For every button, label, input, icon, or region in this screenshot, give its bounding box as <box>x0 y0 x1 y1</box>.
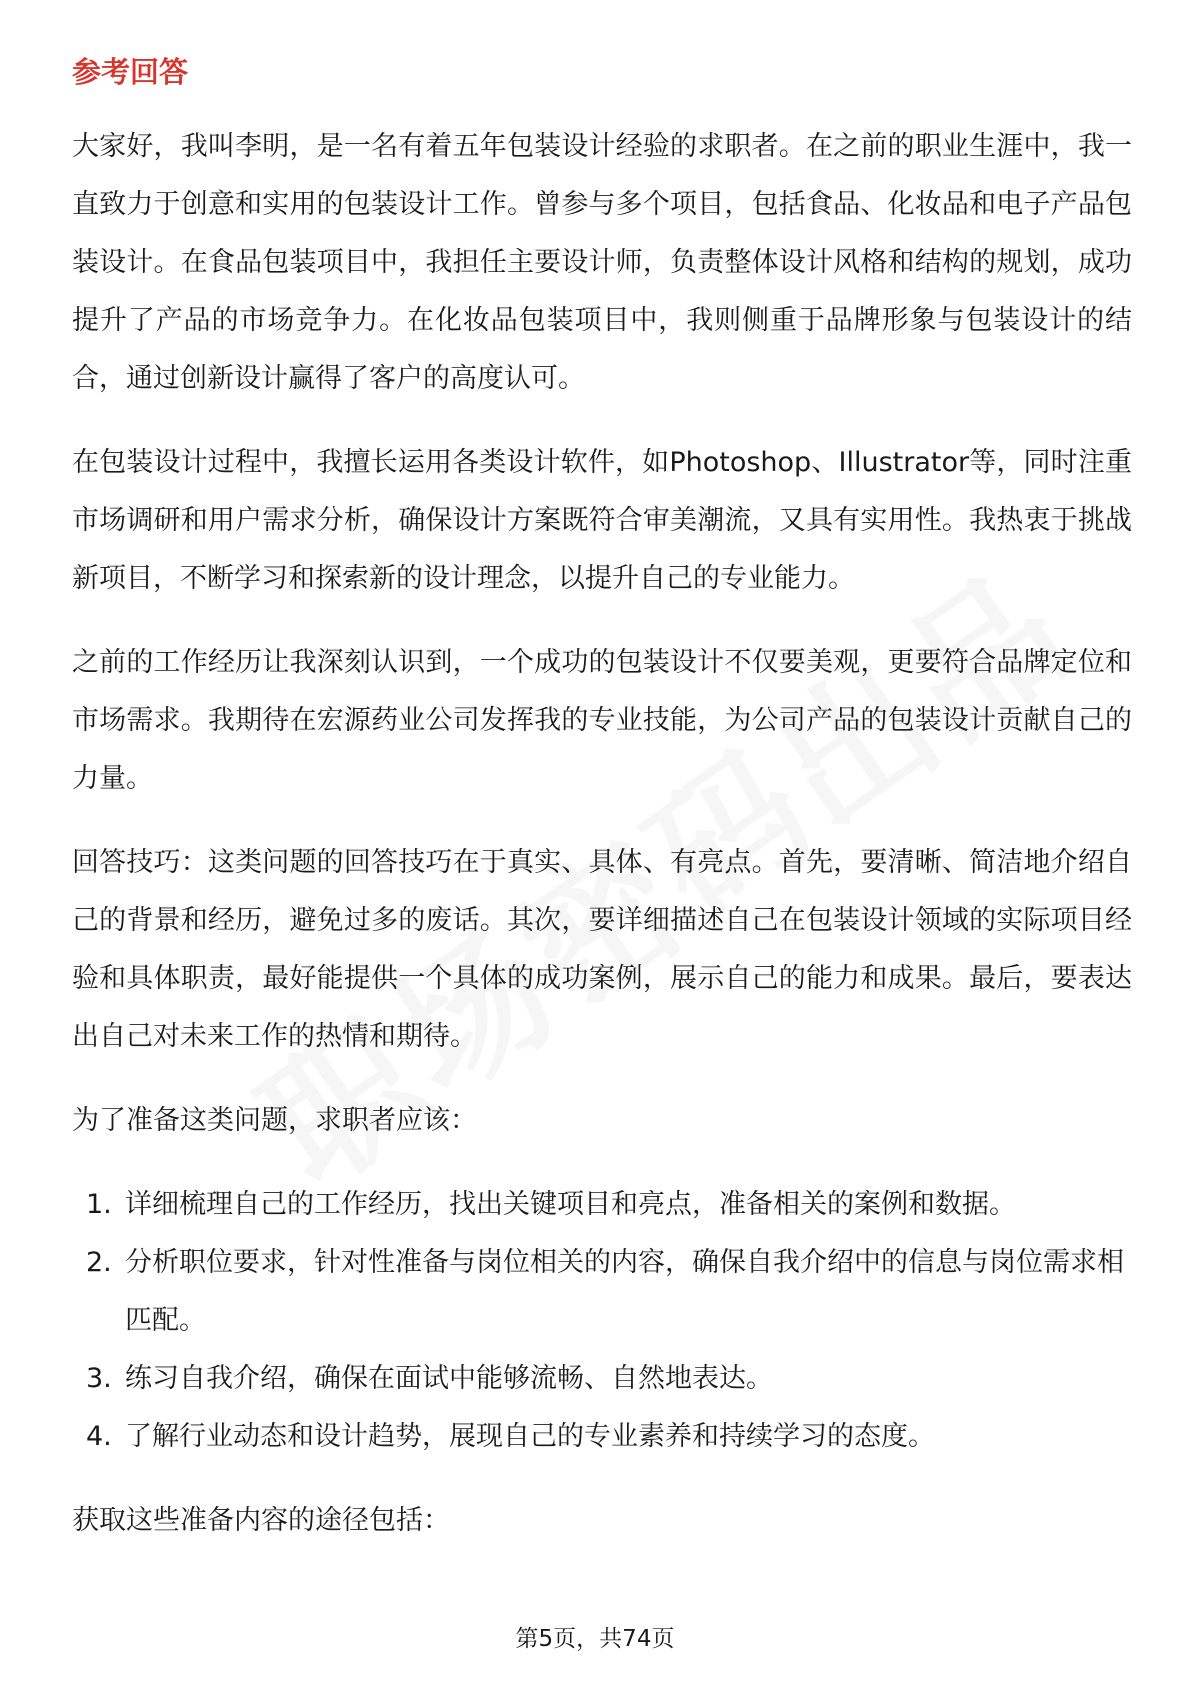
list-item <box>72 1234 1132 1350</box>
paragraph-preparation-intro: 为了准备这类问题，求职者应该： <box>72 1105 477 1136</box>
section-heading: 参考回答 <box>72 55 189 89</box>
list-item-text: 详细梳理自己的工作经历，找出关键项目和亮点，准备相关的案例和数据。 <box>125 1189 1016 1220</box>
paragraph-intro: 大家好，我叫李明，是一名有着五年包装设计经验的求职者。在之前的职业生涯中，我一直致力于创意和实用的包装设计工作。曾参与多个项目，包括食品、化妆品和电子产品包装设计。在食品包装项目中，我担任主要设计师，负责整体设计风格和结构的规划，成功提升了产品的市场竞争力。在化妆品包装项目中，我则侧重于品牌形象与包装设计的结合，通过创新设计赢得了客户的高度认可。 <box>72 131 1132 394</box>
paragraph-answer-tips: 回答技巧：这类问题的回答技巧在于真实、具体、有亮点。首先，要清晰、简洁地介绍自己的背景和经历，避免过多的废话。其次，要详细描述自己在包装设计领域的实际项目经验和具体职责，最好能提供一个具体的成功案例，展示自己的能力和成果。最后，要表达出自己对未来工作的热情和期待。 <box>72 847 1132 1052</box>
list-item-text: 分析职位要求，针对性准备与岗位相关的内容，确保自我介绍中的信息与岗位需求相匹配。 <box>125 1247 1124 1336</box>
paragraph-closing: 获取这些准备内容的途径包括： <box>72 1505 450 1536</box>
paragraph-expectation: 之前的工作经历让我深刻认识到，一个成功的包装设计不仅要美观，更要符合品牌定位和市场需求。我期待在宏源药业公司发挥我的专业技能，为公司产品的包装设计贡献自己的力量。 <box>72 647 1132 794</box>
paragraph-skills: 在包装设计过程中，我擅长运用各类设计软件，如Photoshop、Illustrator等，同时注重市场调研和用户需求分析，确保设计方案既符合审美潮流，又具有实用性。我热衷于挑战新项目，不断学习和探索新的设计理念，以提升自己的专业能力。 <box>72 447 1132 594</box>
list-item <box>72 1176 1132 1234</box>
list-item <box>72 1408 1132 1466</box>
list-item-number: 1. <box>86 1189 112 1220</box>
list-item-text: 了解行业动态和设计趋势，展现自己的专业素养和持续学习的态度。 <box>125 1421 935 1452</box>
document-body <box>72 118 1132 1576</box>
list-item-number: 4. <box>86 1421 112 1452</box>
list-item-text: 练习自我介绍，确保在面试中能够流畅、自然地表达。 <box>125 1363 773 1394</box>
list-item-number: 3. <box>86 1363 112 1394</box>
page-number-footer: 第5页，共74页 <box>515 1626 675 1652</box>
list-item <box>72 1350 1132 1408</box>
list-item-number: 2. <box>86 1247 112 1278</box>
preparation-list <box>72 1176 1132 1466</box>
